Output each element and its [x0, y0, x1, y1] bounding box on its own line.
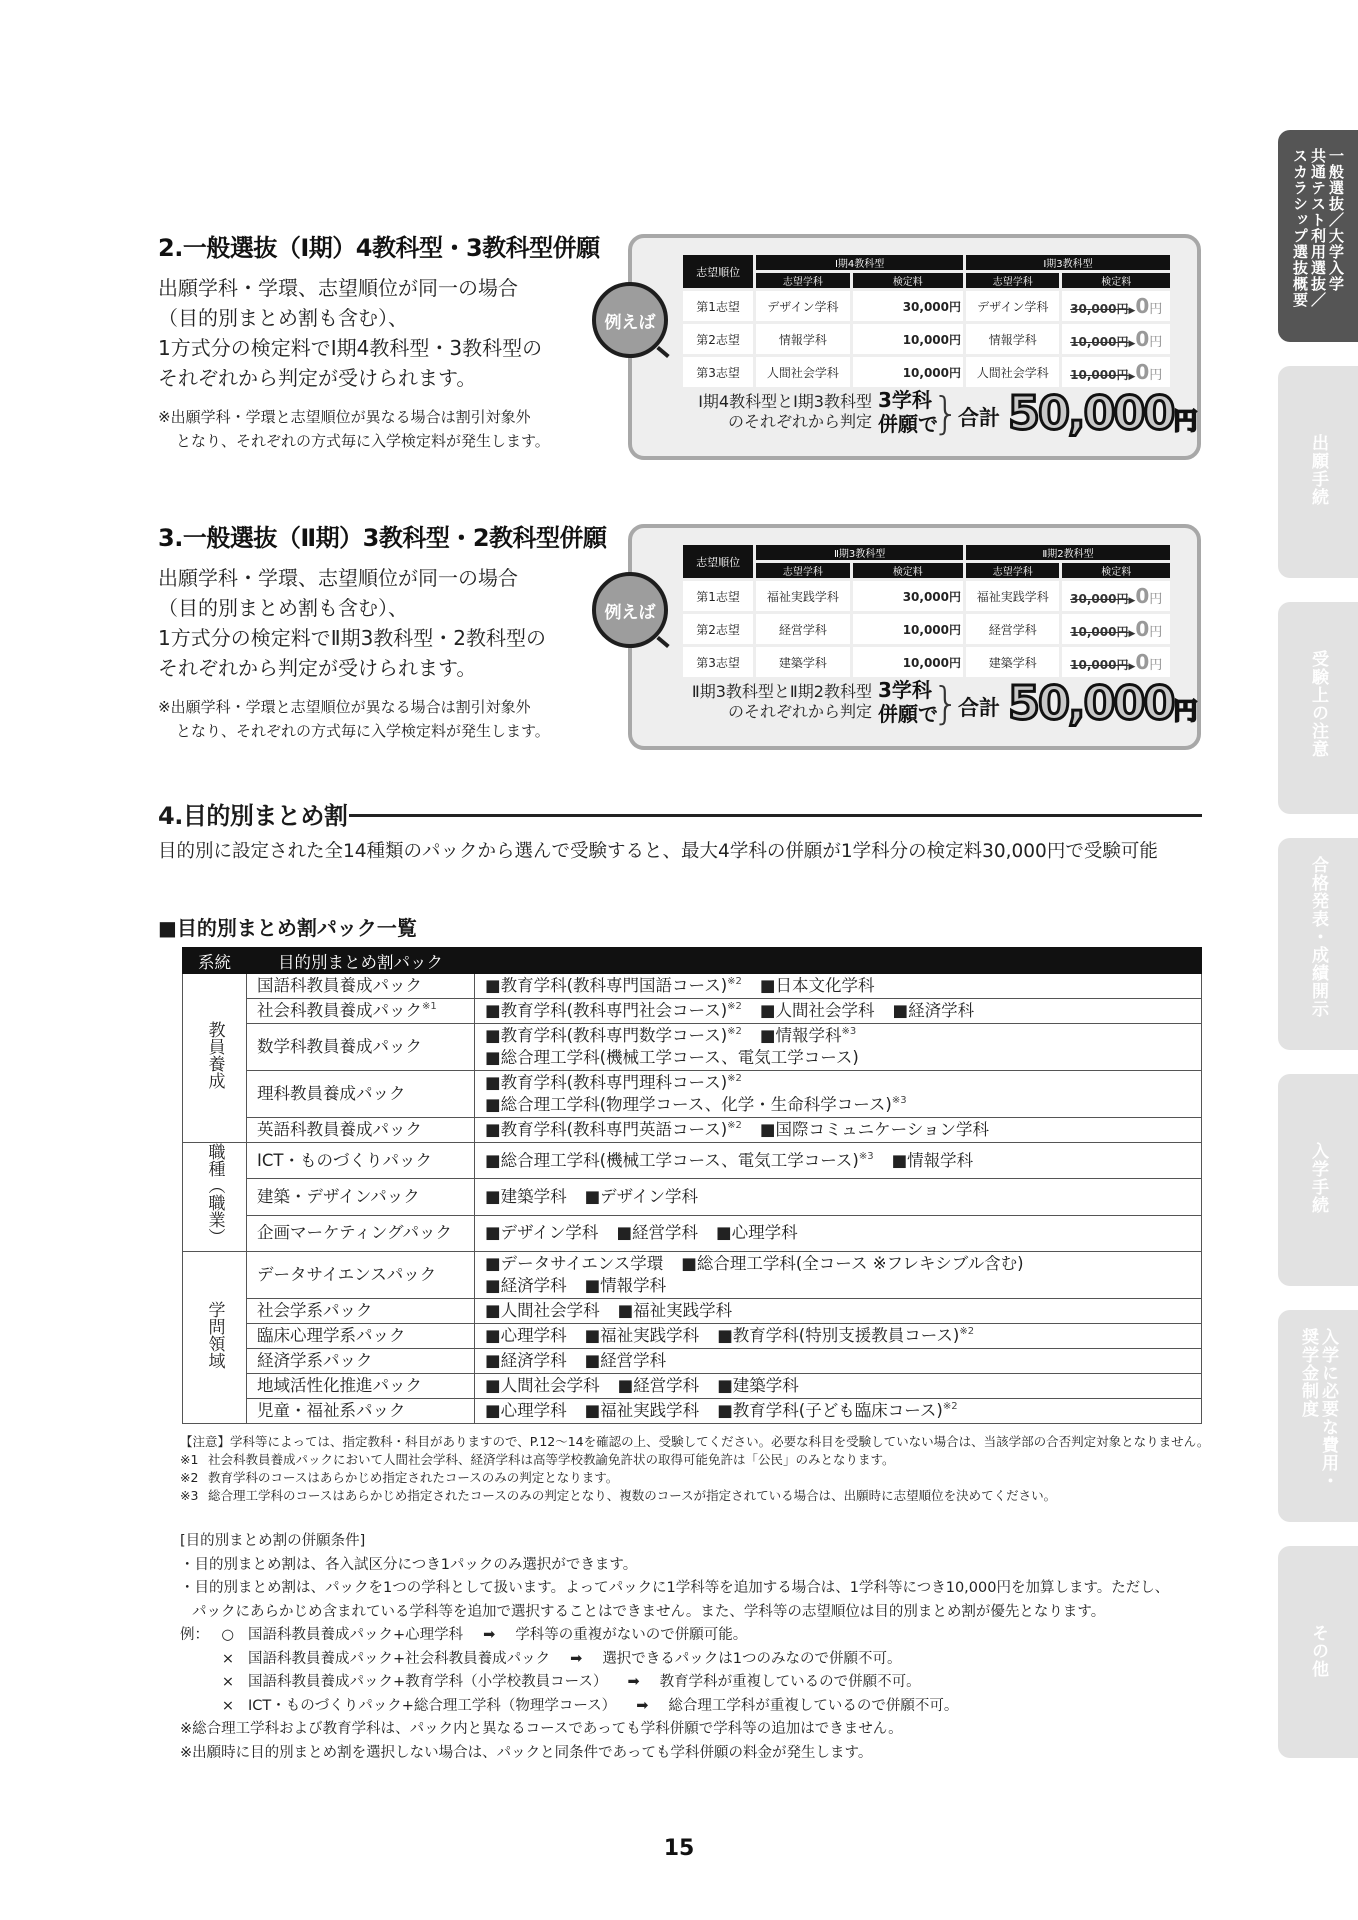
- table-row: [183, 1179, 1202, 1215]
- pack-name: ICT・ものづくりパック: [247, 1143, 475, 1179]
- pack-name: 英語科教員養成パック: [247, 1118, 475, 1143]
- table-row: [183, 1024, 1202, 1071]
- side-tab-label: 入学手続: [1308, 1142, 1328, 1214]
- pack-departments: ■デザイン学科 ■経営学科 ■心理学科: [475, 1215, 1202, 1251]
- table-row: [183, 1374, 1202, 1399]
- pack-departments: ■教育学科(教科専門英語コース)$^{※2}$ ■国際コミュニケーション学科: [475, 1118, 1202, 1143]
- pack-name: 企画マーケティングパック: [247, 1215, 475, 1251]
- table-row: [183, 1118, 1202, 1143]
- side-tab-exam-notes[interactable]: [1278, 602, 1358, 814]
- section-2-body: 出願学科・学環、志望順位が同一の場合 （目的別まとめ割も含む）、 1方式分の検定料でⅠ期4教科型・3教科型の それぞれから判定が受けられます。: [158, 276, 543, 390]
- pack-departments: ■経済学科 ■経営学科: [475, 1349, 1202, 1374]
- section-3-example-summary: Ⅱ期3教科型とⅡ期2教科型 のそれぞれから判定 3学科 併願で } 合計 50,000円: [691, 676, 1198, 730]
- pack-group-label: 職種（職業）: [183, 1143, 247, 1252]
- pack-departments: ■人間社会学科 ■福祉実践学科: [475, 1299, 1202, 1324]
- pack-name: 建築・デザインパック: [247, 1179, 475, 1215]
- table-row: 第2志望 経営学科 10,000円 経営学科 10,000円▶0円: [683, 614, 1170, 644]
- pack-name: 児童・福祉系パック: [247, 1399, 475, 1424]
- brace-icon: }: [932, 678, 960, 729]
- section-3-example-table: 志望順位 Ⅱ期3教科型 Ⅱ期2教科型 志望学科 検定料 志望学科 検定料 第1志望 福祉実践学科 30,000円 福祉実践学科 30,000円▶0円 第2志望 経営学科 10,000円 経営学科 10,000円▶0円 第3志望 建築学科 10,000円 建築学科 10,000円▶0円: [680, 542, 1173, 680]
- brace-icon: }: [932, 388, 960, 439]
- table-row: 第3志望 人間社会学科 10,000円 人間社会学科 10,000円▶0円: [683, 357, 1170, 387]
- arrow-icon: ➡: [570, 1650, 583, 1667]
- section-2-example-summary: Ⅰ期4教科型とⅠ期3教科型 のそれぞれから判定 3学科 併願で } 合計 50,000円: [698, 386, 1198, 440]
- side-tab-costs-scholarship[interactable]: [1278, 1310, 1358, 1522]
- side-tab-label: 受験上の注意: [1308, 650, 1328, 758]
- section-2-title: 2.一般選抜（Ⅰ期）4教科型・3教科型併願: [158, 234, 600, 262]
- side-tab-label: その他: [1308, 1624, 1328, 1678]
- combination-conditions: [目的別まとめ割の併願条件] ・目的別まとめ割は、各入試区分につき1パックのみ選択ができます。 ・目的別まとめ割は、パックを1つの学科として扱います。よってパックに1学科等を追加する場合は、1学科等につき10,000円を加算します。ただし、 パックにあらかじめ含まれている学科等を追加で選択することはできません。また、学科等の志望順位は目的別まとめ割が優先となります。 例： ○ 国語科教員養成パック+心理学科 ➡ 学科等の重複がないので併願可能。 × 国語科教員養成パック+社会科教員養成パック ➡ 選択できるパックは1つのみなので併願不可。 × 国語科教員養成パック+教育学科（小学校教員コース） ➡ 教育学科が重複しているので併願不可。 × ICT・ものづくりパック+総合理工学科（物理学コース） ➡ 総合理工学科が重複しているので併願不可。 ※総合理工学科および教育学科は、パック内と異なるコースであっても学科併願で学科等の追加はできません。 ※出願時に目的別まとめ割を選択しない場合は、パックと同条件であっても学科併願の料金が発生します。: [180, 1530, 1210, 1765]
- arrow-right-icon: ▶: [1128, 596, 1136, 606]
- pack-departments: ■教育学科(教科専門数学コース)$^{※2}$ ■情報学科$^{※3}$ ■総合理工学科(機械工学コース、電気工学コース): [475, 1024, 1202, 1071]
- example-row: 例： ○ 国語科教員養成パック+心理学科 ➡ 学科等の重複がないので併願可能。: [180, 1624, 1210, 1648]
- arrow-icon: ➡: [636, 1697, 649, 1714]
- arrow-right-icon: ▶: [1128, 306, 1136, 316]
- pack-name: 数学科教員養成パック: [247, 1024, 475, 1071]
- section-4-heading: [158, 796, 1202, 831]
- side-tab-results[interactable]: [1278, 838, 1358, 1050]
- example-badge: 例えば: [592, 572, 668, 648]
- pack-departments: ■建築学科 ■デザイン学科: [475, 1179, 1202, 1215]
- table-row: 第1志望 デザイン学科 30,000円 デザイン学科 30,000円▶0円: [683, 291, 1170, 321]
- arrow-right-icon: ▶: [1128, 662, 1136, 672]
- pack-departments: ■心理学科 ■福祉実践学科 ■教育学科(子ども臨床コース)$^{※2}$: [475, 1399, 1202, 1424]
- table-row: [183, 1215, 1202, 1251]
- example-row: × ICT・ものづくりパック+総合理工学科（物理学コース） ➡ 総合理工学科が重複しているので併願不可。: [180, 1695, 1210, 1719]
- table-row: [183, 1349, 1202, 1374]
- heading-rule: [349, 814, 1202, 817]
- pack-name: 地域活性化推進パック: [247, 1374, 475, 1399]
- arrow-icon: ➡: [483, 1627, 496, 1643]
- pack-group-label: 学問領域: [183, 1252, 247, 1424]
- section-3-example-box: [604, 524, 1201, 750]
- section-3-note: ※出願学科・学環と志望順位が異なる場合は割引対象外 となり、それぞれの方式毎に入学検定料が発生します。: [158, 698, 550, 740]
- side-tab-application[interactable]: [1278, 366, 1358, 578]
- side-tab-label: 出願手続: [1308, 434, 1328, 506]
- pack-name: 社会科教員養成パック$^{※1}$: [247, 999, 475, 1024]
- total-amount: 50,000円: [1008, 386, 1198, 440]
- arrow-icon: ➡: [627, 1674, 640, 1690]
- pack-table: 系統 目的別まとめ割パック 教員養成 国語科教員養成パック ■教育学科(教科専門国語コース)$^{※2}$ ■日本文化学科 社会科教員養成パック$^{※1}$ ■教育学科(教科専門社会コース)$^{※2}$ ■人間社会学科 ■経済学科 数学科教員養成パック ■教育学科(教科専門数学コース)$^{※2}$ ■情報学科$^{※3}$ ■総合理工学科(機械工学コース、電気工学コース) 理科教員養成パック ■教育学科(教科専門理科コース)$^{※2}$ ■総合理工学科(物理学コース、化学・生命科学コース)$^{※3}$ 英語科教員養成パック ■教育学科(教科専門英語コース)$^{※2}$ ■国際コミュニケーション学科 職種（職業） ICT・ものづくりパック ■総合理工学科(機械工学コース、電気工学コース)$^{※3}$ ■情報学科 建築・デザインパック ■建築学科 ■デザイン学科 企画マーケティングパック ■デザイン学科 ■経営学科 ■心理学科 学問領域 データサイエンスパック ■データサイエンス学環 ■総合理工学科(全コース ※フレキシブル含む) ■経済学科 ■情報学科 社会学系パック ■人間社会学科 ■福祉実践学科 臨床心理学系パック ■心理学科 ■福祉実践学科 ■教育学科(特別支援教員コース)$^{※2}$ 経済学系パック ■経済学科 ■経営学科 地域活性化推進パック ■人間社会学科 ■経営学科 ■建築学科 児童・福祉系パック ■心理学科 ■福祉実践学科 ■教育学科(子ども臨床コース)$^{※2}$: [182, 947, 1202, 1424]
- table-row: [183, 1143, 1202, 1179]
- pack-name: データサイエンスパック: [247, 1252, 475, 1299]
- table-row: 第2志望 情報学科 10,000円 情報学科 10,000円▶0円: [683, 324, 1170, 354]
- pack-departments: ■人間社会学科 ■経営学科 ■建築学科: [475, 1374, 1202, 1399]
- pack-name: 臨床心理学系パック: [247, 1324, 475, 1349]
- pack-departments: ■データサイエンス学環 ■総合理工学科(全コース ※フレキシブル含む) ■経済学科 ■情報学科: [475, 1252, 1202, 1299]
- side-tab-enrollment[interactable]: [1278, 1074, 1358, 1286]
- example-badge: 例えば: [592, 282, 668, 358]
- pack-name: 国語科教員養成パック: [247, 974, 475, 999]
- pack-notes: 【注意】学科等によっては、指定教科・科目がありますので、P.12～14を確認の上、受験してください。必要な科目を受験していない場合は、当該学部の合否判定対象となりません。 ※1 社会科教員養成パックにおいて人間社会学科、経済学科は高等学校教諭免許状の取得可能免許は「公民」のみとなります。 ※2 教育学科のコースはあらかじめ指定されたコースのみの判定となります。 ※3 総合理工学科のコースはあらかじめ指定されたコースのみの判定となり、複数のコースが指定されている場合は、出願時に志望順位を決めてください。: [180, 1434, 1210, 1503]
- example-row: × 国語科教員養成パック+教育学科（小学校教員コース） ➡ 教育学科が重複しているので併願不可。: [180, 1671, 1210, 1695]
- table-row: 第3志望 建築学科 10,000円 建築学科 10,000円▶0円: [683, 647, 1170, 677]
- pack-departments: ■心理学科 ■福祉実践学科 ■教育学科(特別支援教員コース)$^{※2}$: [475, 1324, 1202, 1349]
- section-2: [158, 228, 600, 453]
- table-row: [183, 1324, 1202, 1349]
- section-2-example-table: 志望順位 Ⅰ期4教科型 Ⅰ期3教科型 志望学科 検定料 志望学科 検定料 第1志望 デザイン学科 30,000円 デザイン学科 30,000円▶0円 第2志望 情報学科 10,000円 情報学科 10,000円▶0円 第3志望 人間社会学科 10,000円 人間社会学科 10,000円▶0円: [680, 252, 1173, 390]
- pack-name: 社会学系パック: [247, 1299, 475, 1324]
- arrow-right-icon: ▶: [1128, 372, 1136, 382]
- section-3-title: 3.一般選抜（Ⅱ期）3教科型・2教科型併願: [158, 524, 607, 552]
- section-4-description: 目的別に設定された全14種類のパックから選んで受験すると、最大4学科の併願が1学科分の検定料30,000円で受験可能: [158, 841, 1158, 862]
- pack-group-label: 教員養成: [183, 974, 247, 1143]
- side-tab-selection-overview[interactable]: [1278, 130, 1358, 342]
- table-row: 第1志望 福祉実践学科 30,000円 福祉実践学科 30,000円▶0円: [683, 581, 1170, 611]
- section-3: [158, 518, 607, 743]
- table-row: [183, 1299, 1202, 1324]
- side-tab-label: 一般選抜／大学入学 共通テスト利用選抜／ スカラシップ選抜概要: [1291, 148, 1345, 308]
- side-tab-label: 合格発表・成績開示: [1308, 856, 1328, 1018]
- section-4-title: 4.目的別まとめ割: [158, 802, 348, 830]
- table-row: [183, 1252, 1202, 1299]
- table-row: [183, 1071, 1202, 1118]
- pack-departments: ■教育学科(教科専門理科コース)$^{※2}$ ■総合理工学科(物理学コース、化学・生命科学コース)$^{※3}$: [475, 1071, 1202, 1118]
- section-2-example-box: [604, 234, 1201, 460]
- pack-name: 理科教員養成パック: [247, 1071, 475, 1118]
- pack-list-title: ■目的別まとめ割パック一覧: [158, 916, 417, 940]
- table-row: [183, 1399, 1202, 1424]
- arrow-right-icon: ▶: [1128, 339, 1136, 349]
- arrow-right-icon: ▶: [1128, 629, 1136, 639]
- section-3-body: 出願学科・学環、志望順位が同一の場合 （目的別まとめ割も含む）、 1方式分の検定料でⅡ期3教科型・2教科型の それぞれから判定が受けられます。: [158, 566, 547, 680]
- pack-departments: ■教育学科(教科専門社会コース)$^{※2}$ ■人間社会学科 ■経済学科: [475, 999, 1202, 1024]
- side-tab-other[interactable]: [1278, 1546, 1358, 1758]
- table-row: [183, 974, 1202, 999]
- pack-departments: ■総合理工学科(機械工学コース、電気工学コース)$^{※3}$ ■情報学科: [475, 1143, 1202, 1179]
- section-2-note: ※出願学科・学環と志望順位が異なる場合は割引対象外 となり、それぞれの方式毎に入学検定料が発生します。: [158, 408, 550, 450]
- table-row: [183, 999, 1202, 1024]
- pack-name: 経済学系パック: [247, 1349, 475, 1374]
- total-amount: 50,000円: [1008, 676, 1198, 730]
- side-tab-label: 入学に必要な費用・ 奨学金制度: [1298, 1328, 1338, 1490]
- page-number: 15: [663, 1836, 695, 1861]
- example-row: × 国語科教員養成パック+社会科教員養成パック ➡ 選択できるパックは1つのみなので併願不可。: [180, 1648, 1210, 1672]
- pack-departments: ■教育学科(教科専門国語コース)$^{※2}$ ■日本文化学科: [475, 974, 1202, 999]
